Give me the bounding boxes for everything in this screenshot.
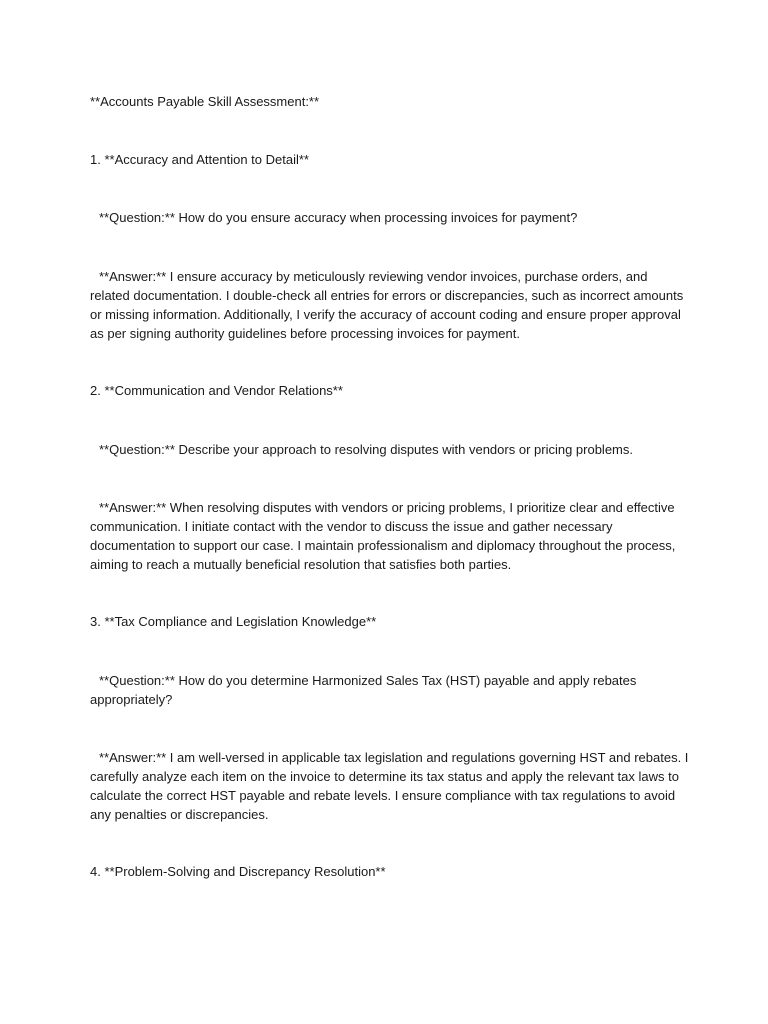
- section-question: **Question:** Describe your approach to resolving disputes with vendors or pricing problems.: [99, 442, 633, 457]
- section-answer: **Answer:** I am well-versed in applicable tax legislation and regulations governing HST and rebates. I carefully analyze each item on the invoice to determine its tax status and apply the relevant tax laws to calculate the correct HST payable and rebate levels. I ensure compliance with tax regulations to avoid any penalties or discrepancies.: [90, 750, 693, 822]
- section-heading: 4. **Problem-Solving and Discrepancy Resolution**: [90, 864, 386, 879]
- section-heading: 3. **Tax Compliance and Legislation Knowledge**: [90, 614, 377, 629]
- section-question: **Question:** How do you determine Harmonized Sales Tax (HST) payable and apply rebates appropriately?: [90, 673, 641, 707]
- section-question: **Question:** How do you ensure accuracy when processing invoices for payment?: [99, 210, 578, 225]
- section-heading: 1. **Accuracy and Attention to Detail**: [90, 152, 309, 167]
- section-answer: **Answer:** When resolving disputes with vendors or pricing problems, I prioritize clear and effective communication. I initiate contact with the vendor to discuss the issue and gather necessary documentation to support our case. I maintain professionalism and diplomacy throughout the process, aiming to reach a mutually beneficial resolution that satisfies both parties.: [90, 500, 679, 572]
- document-title: **Accounts Payable Skill Assessment:**: [90, 94, 320, 109]
- section-heading: 2. **Communication and Vendor Relations**: [90, 383, 343, 398]
- section-answer: **Answer:** I ensure accuracy by meticulously reviewing vendor invoices, purchase orders, and related documentation. I double-check all entries for errors or discrepancies, such as incorrect amounts or missing information. Additionally, I verify the accuracy of account coding and ensure proper approval as per signing authority guidelines before processing invoices for payment.: [90, 269, 687, 341]
